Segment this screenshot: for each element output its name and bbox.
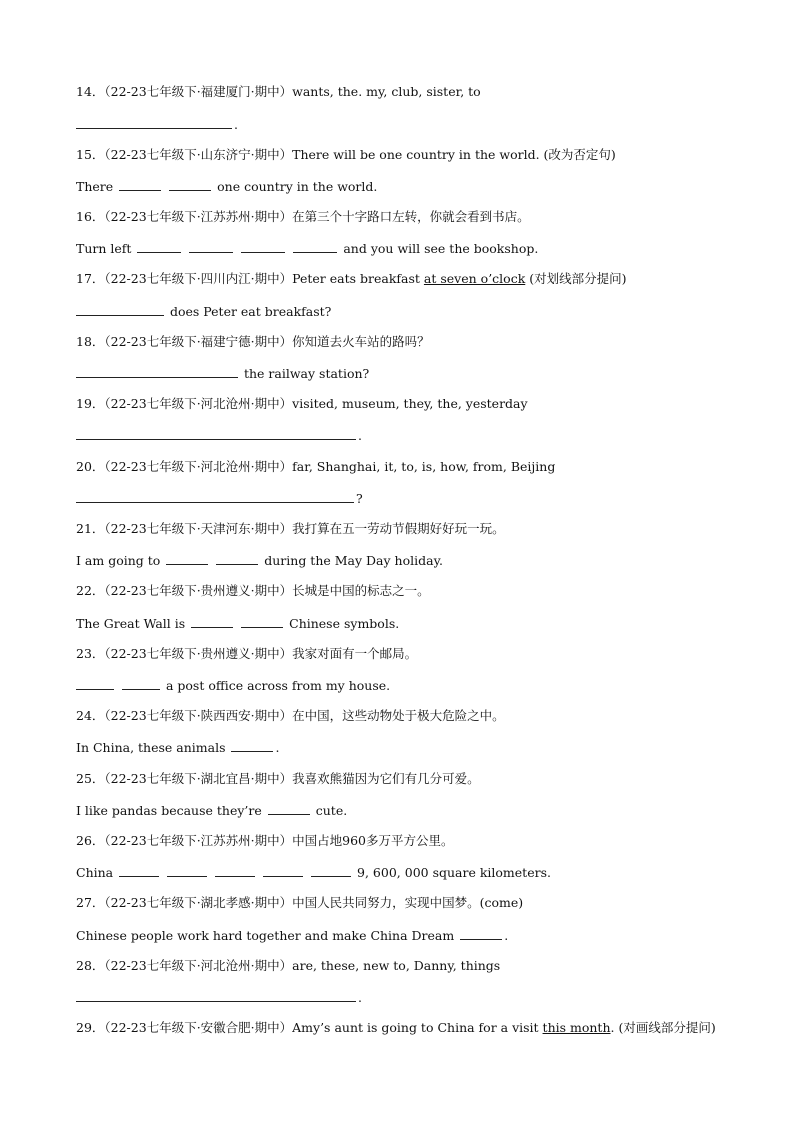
question-27: 27．（22-23七年级下·湖北孝感·期中）中国人民共同努力，实现中国梦。(come)	[76, 895, 524, 910]
answer-17[interactable]: does Peter eat breakfast?	[76, 303, 331, 320]
answer-23[interactable]: a post office across from my house.	[76, 677, 390, 694]
answer-blank[interactable]	[76, 677, 114, 690]
question-22: 22．（22-23七年级下·贵州遵义·期中）长城是中国的标志之一。	[76, 583, 430, 598]
question-28: 28．（22-23七年级下·河北沧州·期中）are, these, new to, Danny, things	[76, 958, 501, 973]
underlined-phrase: this month	[542, 1020, 611, 1035]
answer-20[interactable]: ?	[76, 490, 363, 507]
answer-25[interactable]: I like pandas because they’re cute.	[76, 803, 348, 818]
underlined-phrase: at seven o’clock	[423, 271, 526, 286]
question-20: 20．（22-23七年级下·河北沧州·期中）far, Shanghai, it, to, is, how, from, Beijing	[76, 459, 556, 474]
answer-16[interactable]: Turn left and you will see the bookshop.	[76, 241, 539, 256]
answer-blank[interactable]	[460, 927, 502, 940]
answer-22[interactable]: The Great Wall is Chinese symbols.	[76, 616, 400, 631]
question-14: 14．（22-23七年级下·福建厦门·期中）wants, the. my, club, sister, to	[76, 84, 481, 99]
question-16: 16．（22-23七年级下·江苏苏州·期中）在第三个十字路口左转，你就会看到书店。	[76, 209, 530, 224]
answer-21[interactable]: I am going to during the May Day holiday.	[76, 553, 443, 568]
answer-blank[interactable]	[241, 240, 285, 253]
answer-blank[interactable]	[119, 864, 159, 877]
question-23: 23．（22-23七年级下·贵州遵义·期中）我家对面有一个邮局。	[76, 646, 418, 661]
answer-blank[interactable]	[231, 739, 273, 752]
answer-blank[interactable]	[76, 989, 356, 1002]
answer-blank[interactable]	[76, 490, 354, 503]
answer-blank[interactable]	[241, 615, 283, 628]
answer-26[interactable]: China 9, 600, 000 square kilometers.	[76, 865, 551, 880]
answer-18[interactable]: the railway station?	[76, 365, 369, 382]
answer-blank[interactable]	[215, 864, 255, 877]
question-15: 15．（22-23七年级下·山东济宁·期中）There will be one country in the world. (改为否定句)	[76, 147, 616, 162]
answer-blank[interactable]	[167, 864, 207, 877]
answer-blank[interactable]	[76, 303, 164, 316]
answer-blank[interactable]	[311, 864, 351, 877]
answer-blank[interactable]	[263, 864, 303, 877]
question-24: 24．（22-23七年级下·陕西西安·期中）在中国，这些动物处于极大危险之中。	[76, 708, 505, 723]
answer-27[interactable]: Chinese people work hard together and make China Dream .	[76, 928, 509, 943]
answer-blank[interactable]	[169, 178, 211, 191]
question-21: 21．（22-23七年级下·天津河东·期中）我打算在五一劳动节假期好好玩一玩。	[76, 521, 505, 536]
answer-blank[interactable]	[76, 365, 238, 378]
question-25: 25．（22-23七年级下·湖北宜昌·期中）我喜欢熊猫因为它们有几分可爱。	[76, 771, 480, 786]
answer-14[interactable]: .	[76, 116, 238, 133]
question-26: 26．（22-23七年级下·江苏苏州·期中）中国占地960多万平方公里。	[76, 833, 454, 848]
question-17: 17．（22-23七年级下·四川内江·期中）Peter eats breakfast at seven o’clock (对划线部分提问)	[76, 271, 627, 286]
answer-24[interactable]: In China, these animals .	[76, 740, 280, 755]
answer-blank[interactable]	[119, 178, 161, 191]
answer-28[interactable]: .	[76, 989, 362, 1006]
answer-19[interactable]: .	[76, 427, 362, 444]
answer-15[interactable]: There one country in the world.	[76, 179, 378, 194]
answer-blank[interactable]	[268, 802, 310, 815]
question-29: 29．（22-23七年级下·安徽合肥·期中）Amy’s aunt is going to China for a visit this month. (对画线部分提问)	[76, 1020, 716, 1035]
answer-blank[interactable]	[76, 116, 232, 129]
answer-blank[interactable]	[137, 240, 181, 253]
answer-blank[interactable]	[293, 240, 337, 253]
answer-blank[interactable]	[191, 615, 233, 628]
answer-blank[interactable]	[122, 677, 160, 690]
answer-blank[interactable]	[166, 552, 208, 565]
answer-blank[interactable]	[189, 240, 233, 253]
answer-blank[interactable]	[76, 427, 356, 440]
question-19: 19．（22-23七年级下·河北沧州·期中）visited, museum, they, the, yesterday	[76, 396, 528, 411]
question-18: 18．（22-23七年级下·福建宁德·期中）你知道去火车站的路吗？	[76, 334, 430, 349]
answer-blank[interactable]	[216, 552, 258, 565]
